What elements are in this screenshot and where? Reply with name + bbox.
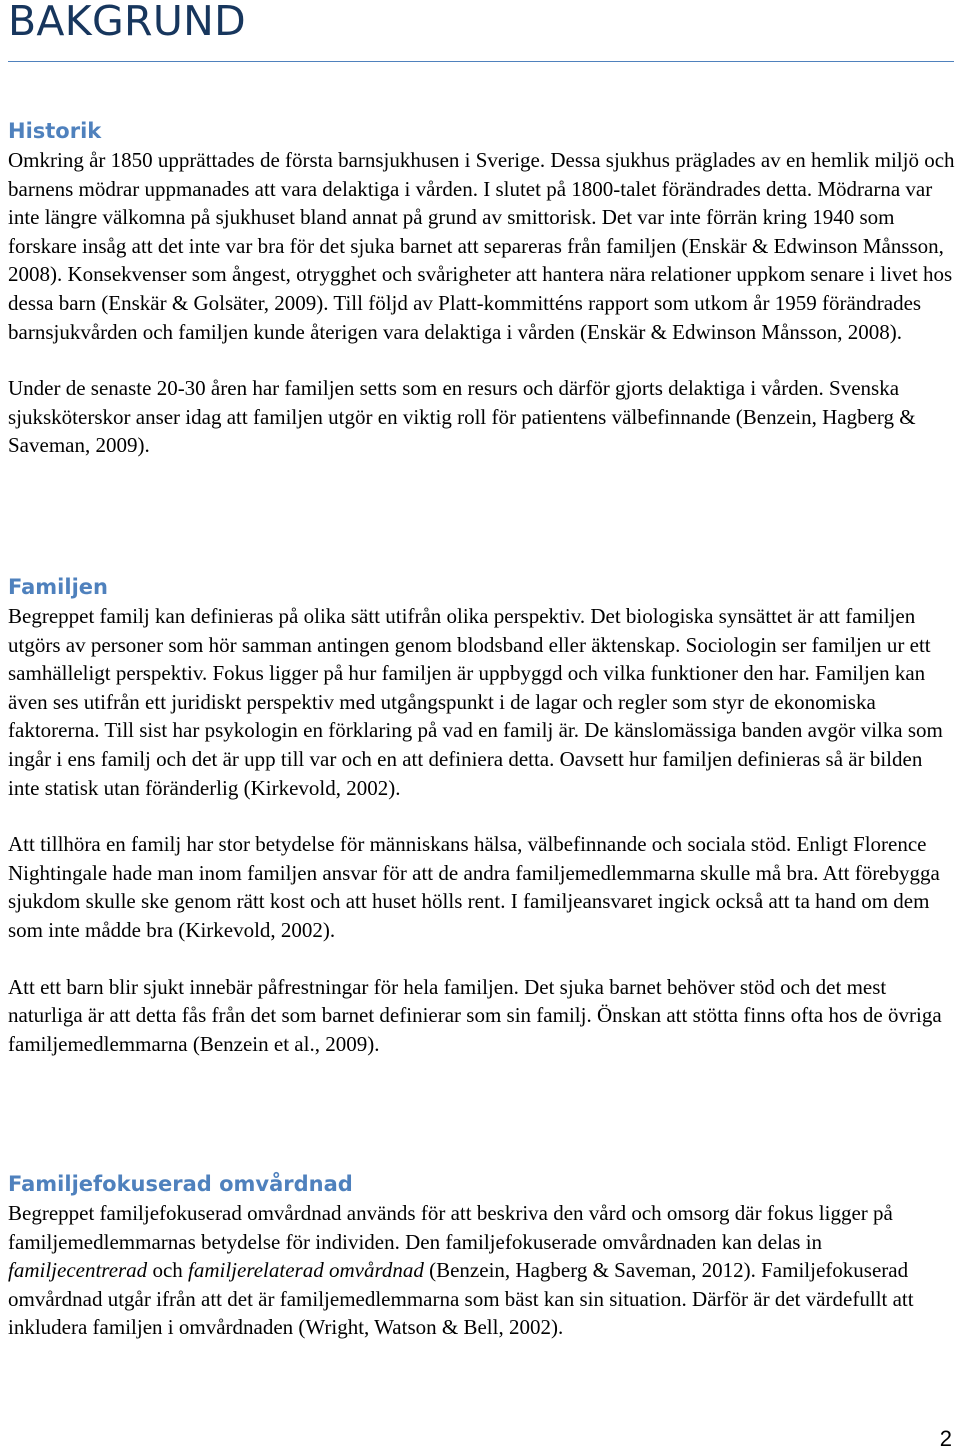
section-heading: Familjen: [8, 575, 108, 599]
paragraph: [8, 830, 956, 944]
section-body: [8, 1199, 956, 1342]
section-familjen: [8, 572, 956, 1058]
title-underline: [8, 61, 954, 62]
paragraph: [8, 146, 956, 346]
section-body: [8, 602, 956, 1058]
text-run: Begreppet familj kan definieras på olika sätt utifrån olika perspektiv. Det biologiska synsättet är att familjen utgörs av personer som hör samman antingen genom blodsband eller äktenskap. Sociologin ser familjen ur ett samhälleligt perspektiv. Fokus ligger på hur familjen är uppbyggd och vilka funktioner den har. Familjen kan även ses utifrån ett juridiskt perspektiv med utgångspunkt i de lagar och regler som styr de ekonomiska faktorerna. Till sist har psykologin en förklaring på vad en familj är. De känslomässiga banden avgör vilka som ingår i ens familj och det är upp till var och en att definiera detta. Oavsett hur familjen definieras så är bilden inte statisk utan föränderlig (Kirkevold, 2002).: [8, 604, 943, 800]
text-run: Att tillhöra en familj har stor betydelse för människans hälsa, välbefinnande och sociala stöd. Enligt Florence Nightingale hade man inom familjen ansvar för att de andra familjemedlemmarna skulle må bra. Att förebygga sjukdom skulle ske genom rätt kost och att huset hölls rent. I familjeansvaret ingick också att ta hand om dem som inte mådde bra (Kirkevold, 2002).: [8, 832, 940, 942]
text-run: Att ett barn blir sjukt innebär påfrestningar för hela familjen. Det sjuka barnet behöver stöd och det mest naturliga är att detta fås från det som barnet definierar som sin familj. Önskan att stötta finns ofta hos de övriga familjemedlemmarna (Benzein et al., 2009).: [8, 974, 942, 1056]
paragraph: [8, 602, 956, 802]
text-run: Begreppet familjefokuserad omvårdnad används för att beskriva den vård och omsorg där fokus ligger på familjemedlemmarnas betydelse för individen. Den familjefokuserade omvårdnaden kan delas in: [8, 1201, 893, 1254]
emphasized-text: familjecentrerad: [8, 1258, 148, 1283]
section-familjefokuserad-omvardnad: [8, 1169, 956, 1342]
text-run: Under de senaste 20-30 åren har familjen setts som en resurs och därför gjorts delaktiga i vården. Svenska sjuksköterskor anser idag att familjen utgör en viktig roll för patientens välbefinnande (Benzein, Hagberg & Saveman, 2009).: [8, 376, 916, 458]
paragraph: [8, 374, 956, 460]
section-heading: Historik: [8, 119, 102, 143]
section-body: [8, 146, 956, 460]
page-title: BAKGRUND: [8, 0, 246, 45]
page-number: 2: [939, 1426, 952, 1451]
text-run: (Benzein, Hagberg & Saveman, 2012). Familjefokuserad omvårdnad utgår ifrån att det är familjemedlemmarna som bäst kan sin situation. Därför är det värdefullt att inkludera familjen i omvårdnaden (Wright, Watson & Bell, 2002).: [8, 1258, 914, 1340]
paragraph: [8, 1199, 956, 1342]
text-run: Omkring år 1850 upprättades de första barnsjukhusen i Sverige. Dessa sjukhus präglades av en hemlik miljö och barnens mödrar uppmanades att vara delaktiga i vården. I slutet på 1800-talet förändrades detta. Mödrarna var inte längre välkomna på sjukhuset bland annat på grund av smittorisk. Det var inte förrän kring 1940 som forskare insåg att det inte var bra för det sjuka barnet att separeras från familjen (Enskär & Edwinson Månsson, 2008). Konsekvenser som ångest, otrygghet och svårigheter att hantera nära relationer uppkom senare i livet hos dessa barn (Enskär & Golsäter, 2009). Till följd av Platt-kommitténs rapport som utkom år 1959 förändrades barnsjukvården och familjen kunde återigen vara delaktiga i vården (Enskär & Edwinson Månsson, 2008).: [8, 148, 955, 344]
paragraph: [8, 973, 956, 1059]
section-heading: Familjefokuserad omvårdnad: [8, 1172, 353, 1196]
text-run: och: [147, 1258, 189, 1283]
section-historik: [8, 116, 956, 460]
emphasized-text: familjerelaterad omvårdnad: [188, 1258, 424, 1283]
